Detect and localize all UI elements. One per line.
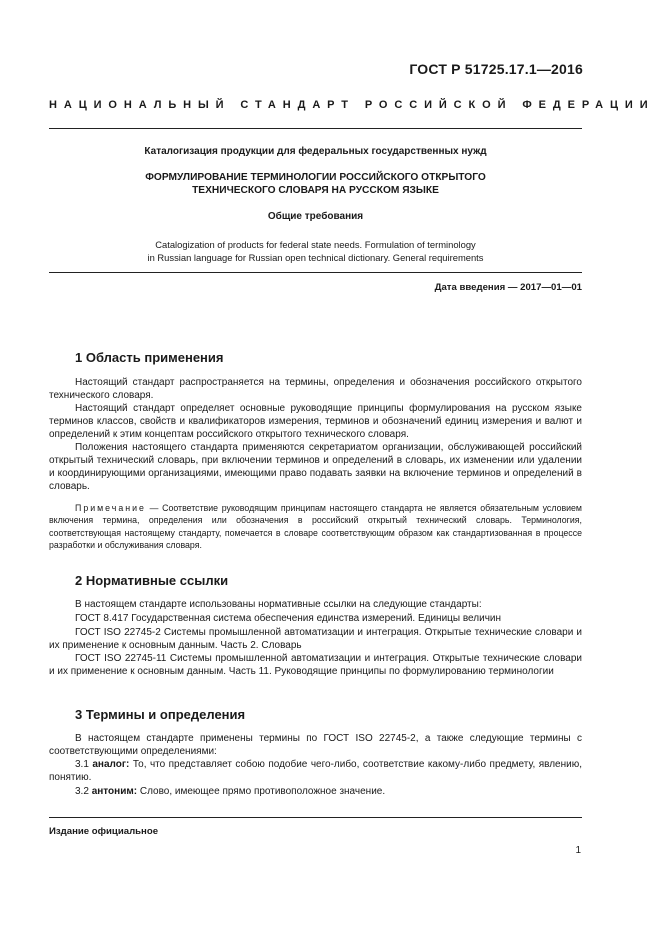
- english-title-line-1: Catalogization of products for federal state needs. Formulation of terminology: [155, 239, 476, 250]
- title-line-1: ФОРМУЛИРОВАНИЕ ТЕРМИНОЛОГИИ РОССИЙСКОГО ОТКРЫТОГО: [145, 172, 486, 183]
- national-standard-banner: НАЦИОНАЛЬНЫЙ СТАНДАРТ РОССИЙСКОЙ ФЕДЕРАЦИИ: [49, 99, 655, 111]
- section-2-reference-3: ГОСТ ISO 22745-11 Системы промышленной автоматизации и интеграция. Открытые технические словари и их применение к основным данным. Часть 11. Руководящие принципы по формулированию терминологии: [49, 653, 582, 677]
- term-3-1-number: 3.1: [75, 759, 93, 770]
- header-divider: [49, 128, 582, 129]
- section-3-heading: 3 Термины и определения: [75, 707, 246, 722]
- category-line: Каталогизация продукции для федеральных государственных нужд: [144, 146, 487, 157]
- document-title: [49, 171, 582, 197]
- section-3-paragraph-1: В настоящем стандарте применены термины по ГОСТ ISO 22745-2, а также следующие термины с соответствующими определениями:: [49, 733, 582, 757]
- section-1-paragraph-1: Настоящий стандарт распространяется на термины, определения и обозначения российского открытого технического словаря.: [49, 377, 582, 401]
- section-2-reference-1: ГОСТ 8.417 Государственная система обеспечения единства измерений. Единицы величин: [75, 613, 502, 624]
- section-1-paragraph-3: Положения настоящего стандарта применяются секретариатом организации, обслуживающей российский открытый технический словарь, при включении терминов и определений в словарь, их изменении или удалении и координирующими организациями, имеющими право подавать заявки на включение терминов и определений в словарь.: [49, 442, 582, 492]
- section-2-reference-2: ГОСТ ISO 22745-2 Системы промышленной автоматизации и интеграция. Открытые технические словари и их применение к основным данным. Часть 2. Словарь: [49, 627, 582, 651]
- section-1-heading: 1 Область применения: [75, 350, 224, 365]
- title-divider: [49, 272, 582, 273]
- term-3-2-definition: Слово, имеющее прямо противоположное значение.: [137, 786, 386, 797]
- document-subtitle: Общие требования: [267, 211, 364, 222]
- title-line-2: ТЕХНИЧЕСКОГО СЛОВАРЯ НА РУССКОМ ЯЗЫКЕ: [192, 185, 439, 196]
- page-number: 1: [575, 845, 581, 856]
- english-title-line-2: in Russian language for Russian open technical dictionary. General requirements: [147, 252, 484, 263]
- effective-date: Дата введения — 2017—01—01: [434, 282, 582, 293]
- note-label: Примечание: [75, 503, 146, 513]
- term-3-1: [49, 758, 582, 784]
- term-3-1-term: аналог:: [92, 759, 130, 770]
- footer-divider: [49, 817, 582, 818]
- note-text: — Соответствие руководящим принципам настоящего стандарта не является обязательным условием включения термина, определения или обозначения в российский открытый технический словарь. Терминология, соответствующая настоящему стандарту, помечается в словаре соответствующим образом как стандартизованная в процессе разработки и обслуживания словаря.: [49, 503, 582, 550]
- official-edition-label: Издание официальное: [49, 826, 159, 837]
- document-id: ГОСТ Р 51725.17.1—2016: [409, 61, 583, 77]
- term-3-1-definition: То, что представляет собою подобие чего-либо, соответствие какому-либо предмету, явлению, понятию.: [49, 759, 582, 783]
- section-2-paragraph-1: В настоящем стандарте использованы нормативные ссылки на следующие стандарты:: [75, 599, 482, 610]
- section-1-paragraph-2: Настоящий стандарт определяет основные руководящие принципы формулирования на русском языке терминов классов, свойств и квалификаторов измерения, терминов и обозначений единиц измерения и валют и определений к этим концептам российского открытого технического словаря.: [49, 403, 582, 440]
- section-2-heading: 2 Нормативные ссылки: [75, 573, 229, 588]
- section-1-note: [49, 502, 582, 551]
- term-3-2: [49, 785, 582, 798]
- term-3-2-term: антоним:: [91, 786, 138, 797]
- english-title: [49, 238, 582, 264]
- term-3-2-number: 3.2: [75, 786, 92, 797]
